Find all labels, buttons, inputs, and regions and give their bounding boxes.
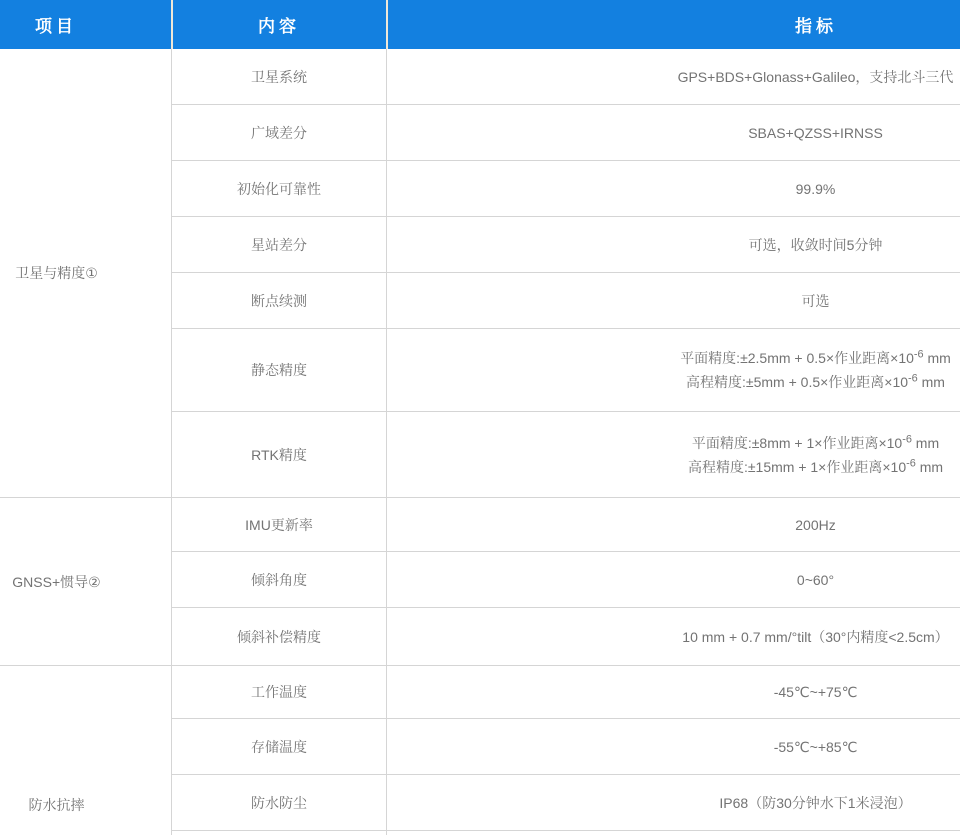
group-gnss-imu: GNSS+惯导② — [0, 498, 172, 666]
row-label: 倾斜角度 — [172, 552, 387, 608]
row-value: 可选 — [387, 273, 960, 329]
value-line-text: 高程精度:±5mm + 0.5×作业距离×10 — [686, 374, 909, 390]
row-value: -45℃~+75℃ — [387, 666, 960, 719]
row-label: 存储温度 — [172, 719, 387, 775]
row-label: 星站差分 — [172, 217, 387, 273]
header-row — [0, 0, 960, 49]
row-value: 200Hz — [387, 498, 960, 552]
value-line-text: mm — [911, 434, 940, 451]
row-value: 10 mm + 0.7 mm/°tilt（30°内精度<2.5cm） — [387, 608, 960, 666]
row-value: -55℃~+85℃ — [387, 719, 960, 775]
value-line-text: mm — [923, 350, 951, 366]
row-value: SBAS+QZSS+IRNSS — [387, 105, 960, 161]
table-row — [0, 498, 960, 552]
table-row — [0, 666, 960, 719]
row-label: 静态精度 — [172, 329, 387, 412]
value-line-text: 高程精度:±15mm + 1×作业距离×10 — [687, 458, 907, 475]
row-value: GPS+BDS+Glonass+Galileo，支持北斗三代 — [387, 49, 960, 105]
row-label: 防水防尘 — [172, 775, 387, 831]
row-label: IMU更新率 — [172, 498, 387, 552]
group-waterproof-shockproof: 防水抗摔 — [0, 666, 172, 835]
header-spec: 指标 — [387, 0, 960, 49]
row-label — [172, 831, 387, 835]
header-content: 内容 — [172, 0, 387, 49]
row-value — [387, 412, 960, 498]
row-label: 断点续测 — [172, 273, 387, 329]
value-superscript: -6 — [902, 432, 912, 445]
value-line-text: mm — [917, 374, 945, 390]
row-value — [387, 831, 960, 835]
value-superscript: -6 — [906, 456, 916, 469]
row-label: 初始化可靠性 — [172, 161, 387, 217]
row-label: 卫星系统 — [172, 49, 387, 105]
row-label: RTK精度 — [172, 412, 387, 498]
row-value: IP68（防30分钟水下1米浸泡） — [387, 775, 960, 831]
row-value — [387, 329, 960, 412]
value-superscript: -6 — [908, 372, 918, 385]
value-line-text: 平面精度:±2.5mm + 0.5×作业距离×10 — [680, 350, 914, 366]
row-value: 99.9% — [387, 161, 960, 217]
value-line-text: 平面精度:±8mm + 1×作业距离×10 — [691, 434, 903, 451]
row-label: 广域差分 — [172, 105, 387, 161]
group-satellite-precision: 卫星与精度① — [0, 49, 172, 498]
header-item: 项目 — [0, 0, 172, 49]
table-row — [0, 49, 960, 105]
row-value: 可选，收敛时间5分钟 — [387, 217, 960, 273]
value-line-text: mm — [915, 458, 944, 475]
row-label: 工作温度 — [172, 666, 387, 719]
value-superscript: -6 — [913, 348, 924, 361]
row-value: 0~60° — [387, 552, 960, 608]
row-label: 倾斜补偿精度 — [172, 608, 387, 666]
